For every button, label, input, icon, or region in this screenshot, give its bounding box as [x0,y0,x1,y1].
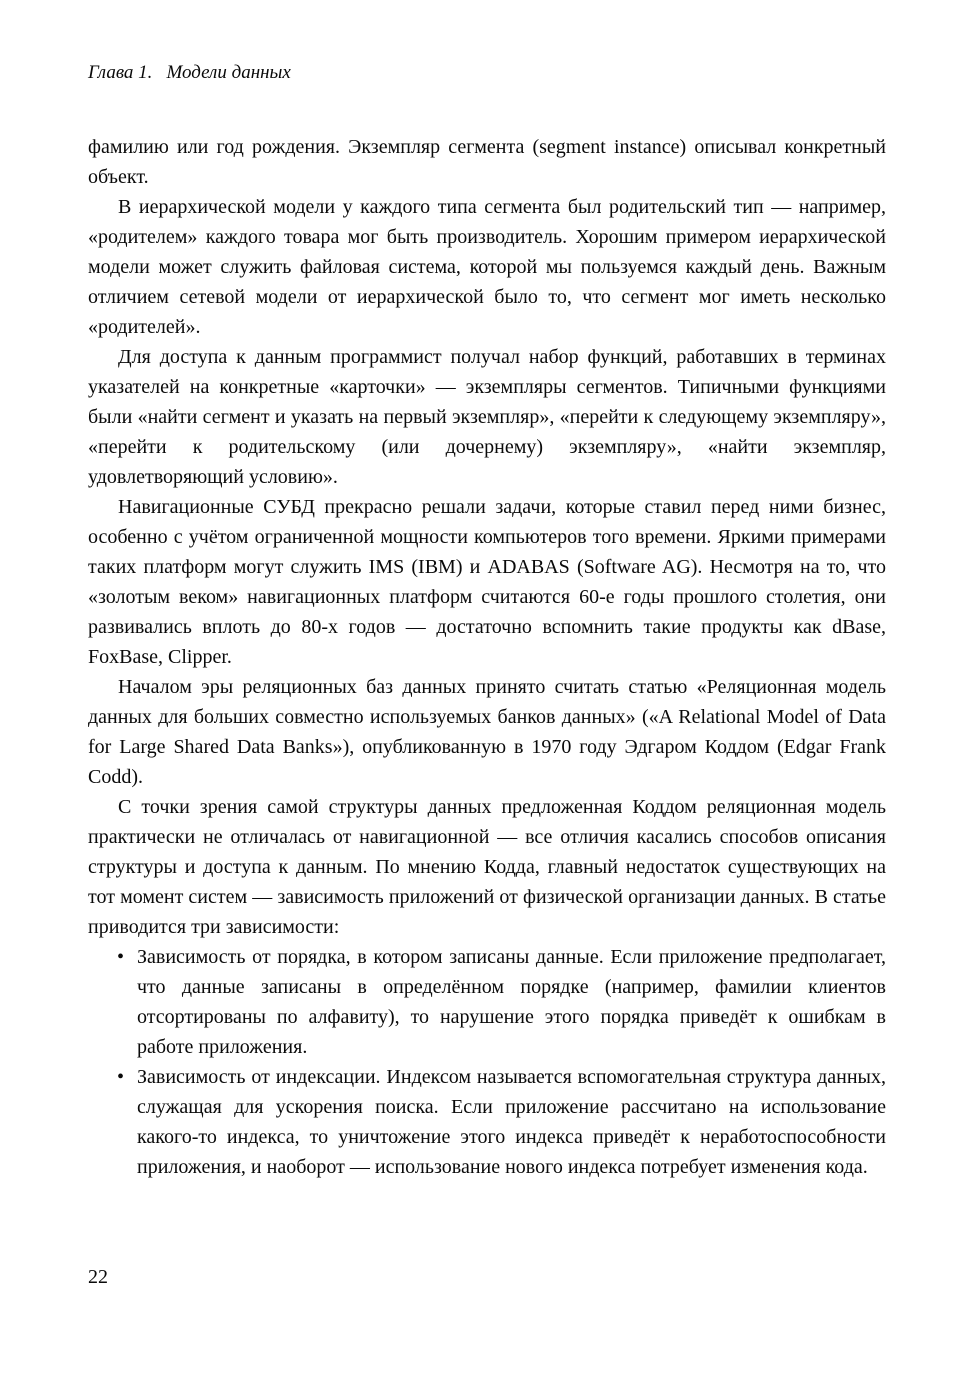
paragraph: Началом эры реляционных баз данных принято считать статью «Реляционная модель данных для больших совместно используемых банков данных» («A Relational Model of Data for Large Shared Data Banks»), опубликованную в 1970 году Эдгаром Коддом (Edgar Frank Codd). [88,676,886,788]
bullet-text: Зависимость от индексации. Индексом называется вспомогательная структура данных, служащая для ускорения поиска. Если приложение рассчитано на использование какого-то индекса, то уничтожение этого индекса приведёт к неработоспособности приложения, и наоборот — использование нового индекса потребует изменения кода. [137,1066,886,1178]
body-text [88,132,886,1182]
bullet-marker-icon: • [117,1066,125,1088]
chapter-title: Модели данных [166,62,291,83]
bullet-text: Зависимость от порядка, в котором записаны данные. Если приложение предполагает, что данные записаны в определённом порядке (например, фамилии клиентов отсортированы по алфавиту), то нарушение этого порядка приведёт к ошибкам в работе приложения. [137,946,886,1058]
page-number: 22 [88,1266,108,1288]
paragraph: Для доступа к данным программист получал набор функций, работавших в терминах указателей на конкретные «карточки» — экземпляры сегментов. Типичными функциями были «найти сегмент и указать на первый экземпляр», «перейти к следующему экземпляру», «перейти к родительскому (или дочернему) экземпляру», «найти экземпляр, удовлетворяющий условию». [88,346,886,488]
paragraph-continuation: фамилию или год рождения. Экземпляр сегмента (segment instance) описывал конкретный объект. [88,136,886,188]
list-item [117,942,886,1062]
bullet-list [88,942,886,1182]
bullet-marker-icon: • [117,946,125,968]
paragraph: Навигационные СУБД прекрасно решали задачи, которые ставил перед ними бизнес, особенно с учётом ограниченной мощности компьютеров того времени. Яркими примерами таких платформ могут служить IMS (IBM) и ADABAS (Software AG). Несмотря на то, что «золотым веком» навигационных платформ считаются 60-е годы прошлого столетия, они развивались вплоть до 80-х годов — достаточно вспомнить такие продукты как dBase, FoxBase, Clipper. [88,496,886,668]
paragraph: С точки зрения самой структуры данных предложенная Коддом реляционная модель практически не отличалась от навигационной — все отличия касались способов описания структуры и доступа к данным. По мнению Кодда, главный недостаток существующих на тот момент систем — зависимость приложений от физической организации данных. В статье приводится три зависимости: [88,796,886,938]
chapter-label: Глава 1. [88,62,153,83]
list-item [117,1062,886,1182]
running-header [88,60,886,86]
paragraph: В иерархической модели у каждого типа сегмента был родительский тип — например, «родителем» каждого товара мог быть производитель. Хорошим примером иерархической модели может служить файловая система, которой мы пользуемся каждый день. Важным отличием сетевой модели от иерархической было то, что сегмент мог иметь несколько «родителей». [88,196,886,338]
